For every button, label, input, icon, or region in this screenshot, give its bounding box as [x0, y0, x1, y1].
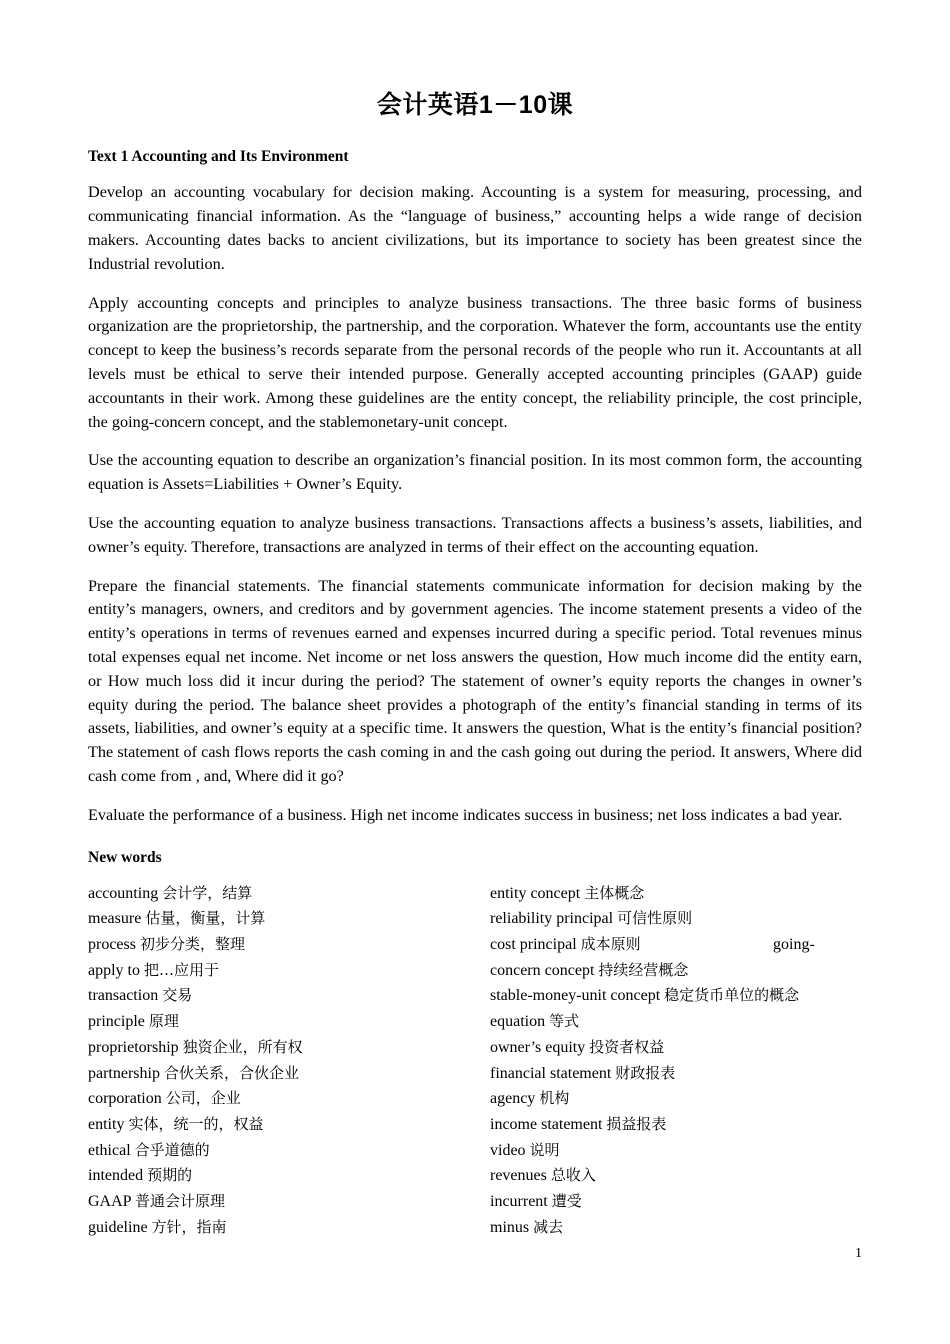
vocabulary-gloss: 普通会计原理 [134, 1192, 225, 1211]
vocabulary-entry [88, 1215, 488, 1241]
vocabulary-term: video [490, 1141, 526, 1159]
vocabulary-entry [490, 1215, 862, 1241]
vocabulary-term: stable-money-unit concept [490, 987, 661, 1005]
vocabulary-term: proprietorship [88, 1038, 179, 1056]
vocabulary-entry [490, 1138, 862, 1164]
vocabulary-term: principle [88, 1013, 145, 1031]
vocabulary-term: cost principal [490, 936, 577, 954]
paragraph-5: Prepare the financial statements. The financial statements communicate information for decision making by the entity’s managers, owners, and creditors and by government agencies. The income statement presents a video of the entity’s operations in terms of revenues earned and expenses incurred during a specific period. Total revenues minus total expenses equal net income. Net income or net loss answers the question, How much income did the entity earn, or How much loss did it incur during the period? The statement of owner’s equity reports the changes in owner’s equity during the period. The balance sheet provides a photograph of the entity’s financial standing in terms of its assets, liabilities, and owner’s equity at a specific time. It answers the question, What is the entity’s financial position? The statement of cash flows reports the cash coming in and the cash going out during the period. It answers, Where did cash come from , and, Where did it go? [88, 576, 862, 785]
vocabulary-entry [88, 1138, 488, 1164]
vocabulary-gloss: 损益报表 [606, 1114, 667, 1133]
vocabulary-term: GAAP [88, 1193, 131, 1211]
vocabulary-term: incurrent [490, 1193, 548, 1211]
vocabulary-entry [88, 1112, 488, 1138]
vocabulary-term: financial statement [490, 1064, 612, 1082]
vocabulary-entry [490, 983, 862, 1009]
vocabulary-entry [88, 1163, 488, 1189]
vocabulary-term: entity [88, 1115, 125, 1133]
vocabulary-trailing-fragment: going- [773, 936, 815, 954]
vocabulary-entry [88, 1061, 488, 1087]
vocabulary-term: concern concept [490, 961, 595, 979]
vocabulary-entry [88, 1189, 488, 1215]
vocabulary-gloss: 持续经营概念 [598, 960, 689, 979]
vocabulary-entry [490, 1061, 862, 1087]
vocabulary-term: minus [490, 1218, 530, 1236]
vocabulary-term: corporation [88, 1090, 162, 1108]
vocabulary-entry [490, 1086, 862, 1112]
vocabulary-gloss: 总收入 [550, 1166, 596, 1185]
paragraph-2: Apply accounting concepts and principles to analyze business transactions. The three basic forms of business organization are the proprietorship, the partnership, and the corporation. Whatever the form, accountants use the entity concept to keep the business’s records separate from the personal records of the people who run it. Accountants at all levels must be ethical to serve their intended purpose. Generally accepted accounting principles (GAAP) guide accountants in their work. Among these guidelines are the entity concept, the reliability principle, the cost principle, the going-concern concept, and the stablemonetary-unit concept. [88, 293, 862, 431]
vocabulary-term: owner’s equity [490, 1038, 586, 1056]
vocabulary-gloss: 把…应用于 [144, 960, 220, 979]
vocabulary-entry [88, 983, 488, 1009]
vocabulary-term: measure [88, 910, 142, 928]
vocabulary-gloss: 主体概念 [584, 883, 645, 902]
vocabulary-entry [88, 1009, 488, 1035]
vocabulary-entry [88, 932, 488, 958]
vocabulary-list [88, 868, 862, 1241]
vocabulary-term: intended [88, 1167, 144, 1185]
vocabulary-gloss: 等式 [549, 1012, 580, 1031]
vocabulary-term: accounting [88, 884, 159, 902]
vocabulary-gloss: 初步分类，整理 [139, 935, 245, 954]
vocabulary-term: ethical [88, 1141, 131, 1159]
vocabulary-gloss: 成本原则 [580, 935, 641, 954]
vocabulary-term: transaction [88, 987, 159, 1005]
vocabulary-entry [490, 932, 862, 958]
vocabulary-entry [88, 1035, 488, 1061]
vocabulary-gloss: 预期的 [147, 1166, 193, 1185]
vocabulary-term: guideline [88, 1218, 148, 1236]
vocabulary-term: apply to [88, 961, 140, 979]
vocabulary-entry [490, 1112, 862, 1138]
page-number: 1 [855, 1246, 862, 1261]
vocabulary-gloss: 机构 [539, 1089, 570, 1108]
vocabulary-entry [490, 1009, 862, 1035]
vocabulary-gloss: 财政报表 [615, 1063, 676, 1082]
vocabulary-entry [490, 958, 862, 984]
vocabulary-gloss: 稳定货币单位的概念 [664, 986, 800, 1005]
vocabulary-entry [88, 958, 488, 984]
vocabulary-entry [490, 1035, 862, 1061]
vocabulary-term: partnership [88, 1064, 160, 1082]
vocabulary-term: revenues [490, 1167, 547, 1185]
vocabulary-entry [490, 1163, 862, 1189]
page-content [88, 0, 862, 1241]
vocabulary-entry [490, 881, 862, 907]
vocabulary-gloss: 估量，衡量，计算 [145, 909, 266, 928]
vocabulary-term: reliability principal [490, 910, 614, 928]
paragraph-4: Use the accounting equation to analyze business transactions. Transactions affects a business’s assets, liabilities, and owner’s equity. Therefore, transactions are analyzed in terms of their effect on the accounting equation. [88, 513, 862, 556]
new-words-heading: New words [88, 848, 162, 866]
page-title: 会计英语1－10课 [376, 91, 574, 119]
vocabulary-entry [88, 1086, 488, 1112]
section-heading-text1: Text 1 Accounting and Its Environment [88, 148, 349, 165]
vocabulary-gloss: 可信性原则 [617, 909, 693, 928]
vocabulary-gloss: 独资企业，所有权 [182, 1037, 303, 1056]
paragraph-6: Evaluate the performance of a business. High net income indicates success in business; net loss indicates a bad year. [88, 805, 843, 824]
vocabulary-term: income statement [490, 1115, 603, 1133]
vocabulary-gloss: 合伙关系，合伙企业 [163, 1063, 299, 1082]
vocabulary-gloss: 公司，企业 [165, 1089, 241, 1108]
vocabulary-entry [490, 906, 862, 932]
vocabulary-term: agency [490, 1090, 536, 1108]
vocabulary-term: process [88, 936, 136, 954]
vocabulary-gloss: 实体，统一的，权益 [128, 1114, 264, 1133]
vocabulary-gloss: 减去 [533, 1217, 564, 1236]
paragraph-3: Use the accounting equation to describe an organization’s financial position. In its most common form, the accounting equation is Assets=Liabilities + Owner’s Equity. [88, 451, 862, 494]
vocabulary-gloss: 交易 [162, 986, 193, 1005]
vocabulary-gloss: 遭受 [551, 1192, 582, 1211]
vocabulary-entry [88, 906, 488, 932]
vocabulary-term: entity concept [490, 884, 581, 902]
vocabulary-gloss: 投资者权益 [589, 1037, 665, 1056]
vocabulary-gloss: 说明 [529, 1140, 560, 1159]
vocabulary-gloss: 合乎道德的 [134, 1140, 210, 1159]
vocabulary-column-right [490, 881, 862, 1241]
vocabulary-term: equation [490, 1013, 546, 1031]
vocabulary-gloss: 原理 [148, 1012, 179, 1031]
vocabulary-gloss: 会计学，结算 [162, 883, 253, 902]
vocabulary-entry [88, 881, 488, 907]
paragraph-1: Develop an accounting vocabulary for decision making. Accounting is a system for measuring, processing, and communicating financial information. As the “language of business,” accounting helps a wide range of decision makers. Accounting dates backs to ancient civilizations, but its importance to society has been greatest since the Industrial revolution. [88, 183, 862, 273]
vocabulary-gloss: 方针，指南 [151, 1217, 227, 1236]
vocabulary-column-left [88, 881, 488, 1241]
vocabulary-entry [490, 1189, 862, 1215]
